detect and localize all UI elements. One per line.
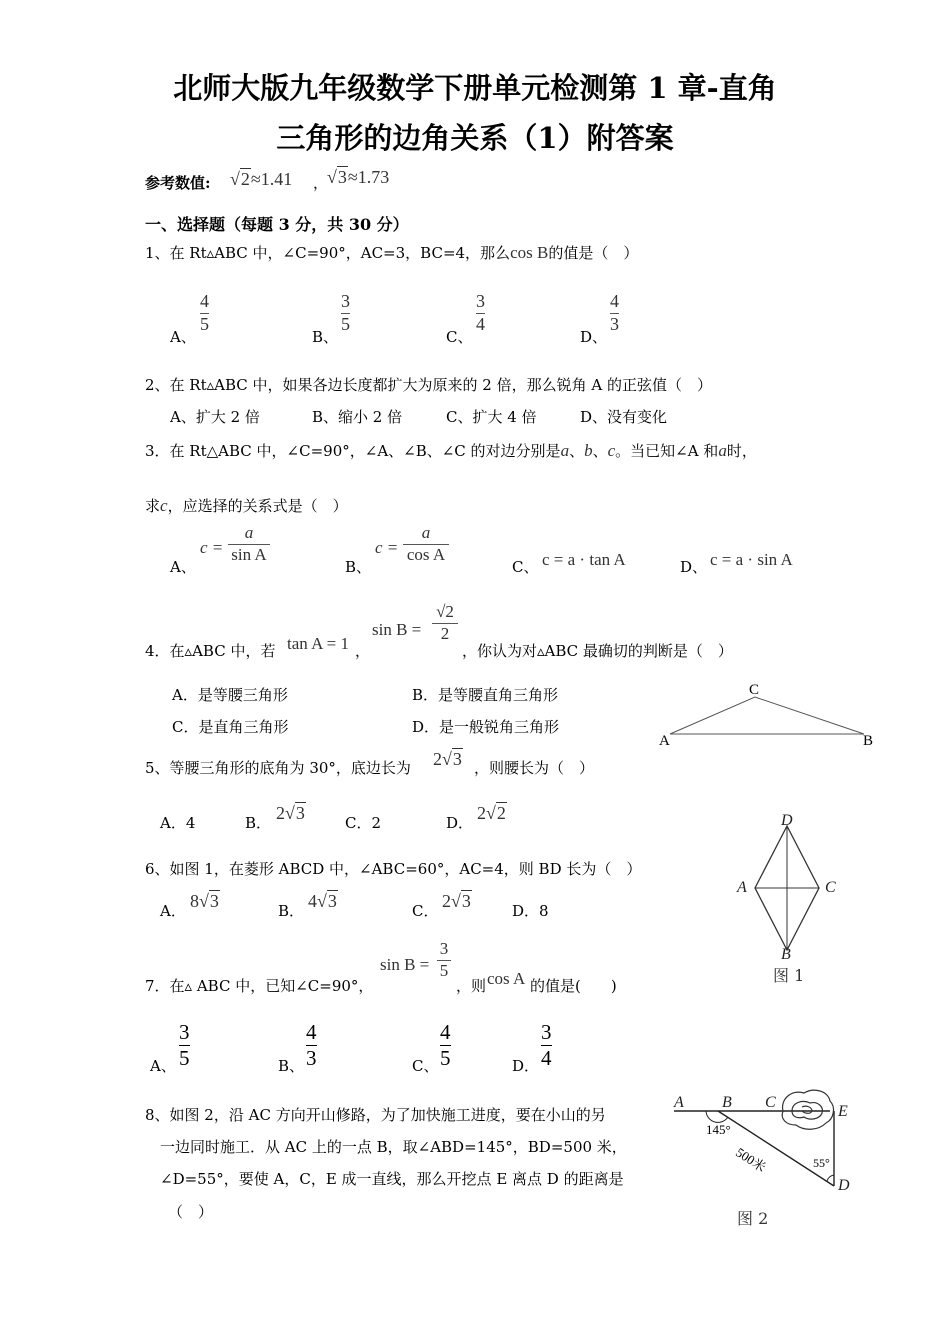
q7-option-c-label: C、	[412, 1057, 439, 1075]
q8-stem-line1: 8、如图 2，沿 AC 方向开山修路，为了加快施工进度，要在小山的另	[145, 1106, 606, 1124]
page-title-line1: 北师大版九年级数学下册单元检测第 1 章-直角	[173, 71, 777, 105]
q4-sin-lhs: sin B =	[372, 620, 422, 639]
q3-option-b-lhs: c =	[375, 538, 399, 557]
q7-option-a-fraction: 3 5	[179, 1020, 190, 1071]
q8-figure-label-b: B	[722, 1094, 732, 1111]
q7-option-b-label: B、	[278, 1057, 305, 1075]
q3-option-d-expr: c = a · sin A	[710, 550, 793, 569]
q1-option-b-fraction: 3 5	[341, 291, 350, 334]
q6-figure-label-c: C	[825, 879, 836, 896]
q5-stem-radical: 2√3	[433, 749, 462, 769]
q5-option-b-label: B．	[245, 814, 272, 832]
q3-option-b-label: B、	[345, 558, 372, 576]
q3-option-a-label: A、	[170, 558, 196, 576]
q2-option-c: C、扩大 4 倍	[446, 408, 537, 426]
q8-stem-line4: （ ）	[168, 1203, 214, 1221]
q2-stem: 2、在 Rt▵ABC 中，如果各边长度都扩大为原来的 2 倍，那么锐角 A 的正弦值（ ）	[145, 376, 712, 394]
q4-stem-a: 4．在▵ABC 中，若	[145, 642, 276, 660]
q3-option-c-label: C、	[512, 558, 539, 576]
q1-option-a-fraction: 4 5	[200, 291, 209, 334]
q4-tan-expression: tan A = 1	[287, 634, 350, 653]
q2-option-b: B、缩小 2 倍	[312, 408, 403, 426]
q3-option-c-expr: c = a · tan A	[542, 550, 626, 569]
page-title-line2: 三角形的边角关系（1）附答案	[276, 121, 674, 155]
q4-figure-label-b: B	[863, 733, 874, 749]
q8-figure-label-a: A	[674, 1094, 684, 1111]
q8-figure-label-c: C	[765, 1094, 776, 1111]
q4-sin-fraction: √2 2	[432, 603, 458, 643]
q8-figure-label-d: D	[838, 1177, 850, 1194]
q8-figure-caption: 图 2	[737, 1209, 769, 1228]
q7-stem-b: ，则	[456, 977, 487, 995]
q8-stem-line3: ∠D=55°，要使 A，C，E 成一直线，那么开挖点 E 离点 D 的距离是	[160, 1170, 624, 1188]
sqrt2-expression: √2≈1.41	[230, 169, 293, 189]
reference-label: 参考数值:	[145, 174, 211, 192]
q8-figure-label-e: E	[838, 1103, 848, 1120]
q1-option-a-label: A、	[170, 328, 196, 346]
q5-option-b-radical: 2√3	[276, 803, 305, 823]
q1-option-d-label: D、	[580, 328, 608, 346]
sqrt3-expression: √3≈1.73	[327, 167, 390, 187]
q4-separator: ，	[355, 642, 371, 660]
q7-stem-c: 的值是( )	[530, 977, 617, 995]
q3-stem-line2: 求c，应选择的关系式是（ ）	[145, 496, 348, 515]
q1-option-d-fraction: 4 3	[610, 291, 619, 334]
q1-stem: 1、在 Rt▵ABC 中，∠C=90°，AC=3，BC=4，那么cos B的值是（ ）	[145, 243, 639, 262]
q3-option-a-lhs: c =	[200, 538, 224, 557]
q8-angle-arc-b	[706, 1111, 728, 1122]
q6-option-c-label: C．	[412, 902, 439, 920]
q8-distance-label: 500米	[733, 1144, 769, 1175]
q4-figure-label-a: A	[659, 733, 670, 749]
q5-option-a: A．4	[160, 814, 196, 832]
q6-figure-label-b: B	[781, 946, 791, 963]
reference-separator: ，	[313, 174, 329, 192]
q7-stem-a: 7．在▵ ABC 中，已知∠C=90°，	[145, 977, 374, 995]
q6-figure-label-d: D	[781, 812, 793, 829]
section-heading: 一、选择题（每题 3 分，共 30 分）	[145, 215, 409, 234]
q6-option-d: D．8	[512, 902, 549, 920]
q4-triangle-figure	[650, 678, 890, 758]
q6-option-a-radical: 8√3	[190, 891, 219, 911]
q7-option-c-fraction: 4 5	[440, 1020, 451, 1071]
q6-option-a-label: A．	[160, 902, 186, 920]
q8-angle-arc-d	[827, 1175, 834, 1181]
q6-option-b-radical: 4√3	[308, 891, 337, 911]
q1-option-c-label: C、	[446, 328, 473, 346]
q4-option-c: C．是直角三角形	[172, 718, 289, 736]
q8-mountain-icon	[782, 1090, 833, 1129]
q1-option-b-label: B、	[312, 328, 339, 346]
q7-sin-fraction: 3 5	[437, 940, 451, 980]
q7-option-a-label: A、	[150, 1057, 176, 1075]
q7-option-d-label: D．	[512, 1057, 540, 1075]
q3-option-d-label: D、	[680, 558, 708, 576]
q4-figure-label-c: C	[749, 682, 760, 698]
q6-option-b-label: B．	[278, 902, 305, 920]
q5-option-c: C．2	[345, 814, 382, 832]
q8-line-bd	[718, 1111, 834, 1186]
q6-option-c-radical: 2√3	[442, 891, 471, 911]
q8-angle-label-b: 145°	[706, 1122, 731, 1137]
q4-option-b: B．是等腰直角三角形	[412, 686, 559, 704]
q2-option-d: D、没有变化	[580, 408, 668, 426]
q7-option-d-fraction: 3 4	[541, 1020, 552, 1071]
q7-cos-expression: cos A	[487, 969, 526, 988]
q7-sin-lhs: sin B =	[380, 955, 430, 974]
q6-figure-caption: 图 1	[773, 966, 805, 985]
q3-option-b-fraction: a cos A	[403, 524, 449, 564]
q4-option-a: A．是等腰三角形	[172, 686, 288, 704]
q4-option-d: D．是一般锐角三角形	[412, 718, 560, 736]
q8-angle-label-d: 55°	[813, 1156, 830, 1170]
q5-option-d-radical: 2√2	[477, 803, 506, 823]
q5-option-d-label: D．	[446, 814, 474, 832]
q1-option-c-fraction: 3 4	[476, 291, 485, 334]
q4-stem-b: ，你认为对▵ABC 最确切的判断是（ ）	[462, 642, 733, 660]
q2-option-a: A、扩大 2 倍	[170, 408, 260, 426]
q6-stem: 6、如图 1，在菱形 ABCD 中，∠ABC=60°，AC=4，则 BD 长为（ ）	[145, 860, 642, 878]
q7-option-b-fraction: 4 3	[306, 1020, 317, 1071]
q5-stem-a: 5、等腰三角形的底角为 30°，底边长为	[145, 759, 411, 777]
q8-stem-line2: 一边同时施工．从 AC 上的一点 B，取∠ABD=145°，BD=500 米，	[160, 1138, 627, 1156]
q4-triangle-shape	[670, 697, 864, 734]
q3-stem-line1: 3．在 Rt△ABC 中，∠C=90°，∠A、∠B、∠C 的对边分别是a、b、c。当已知∠A 和a时，	[145, 441, 757, 460]
q3-option-a-fraction: a sin A	[228, 524, 270, 564]
q5-stem-b: ，则腰长为（ ）	[474, 759, 595, 777]
q6-figure-label-a: A	[737, 879, 747, 896]
